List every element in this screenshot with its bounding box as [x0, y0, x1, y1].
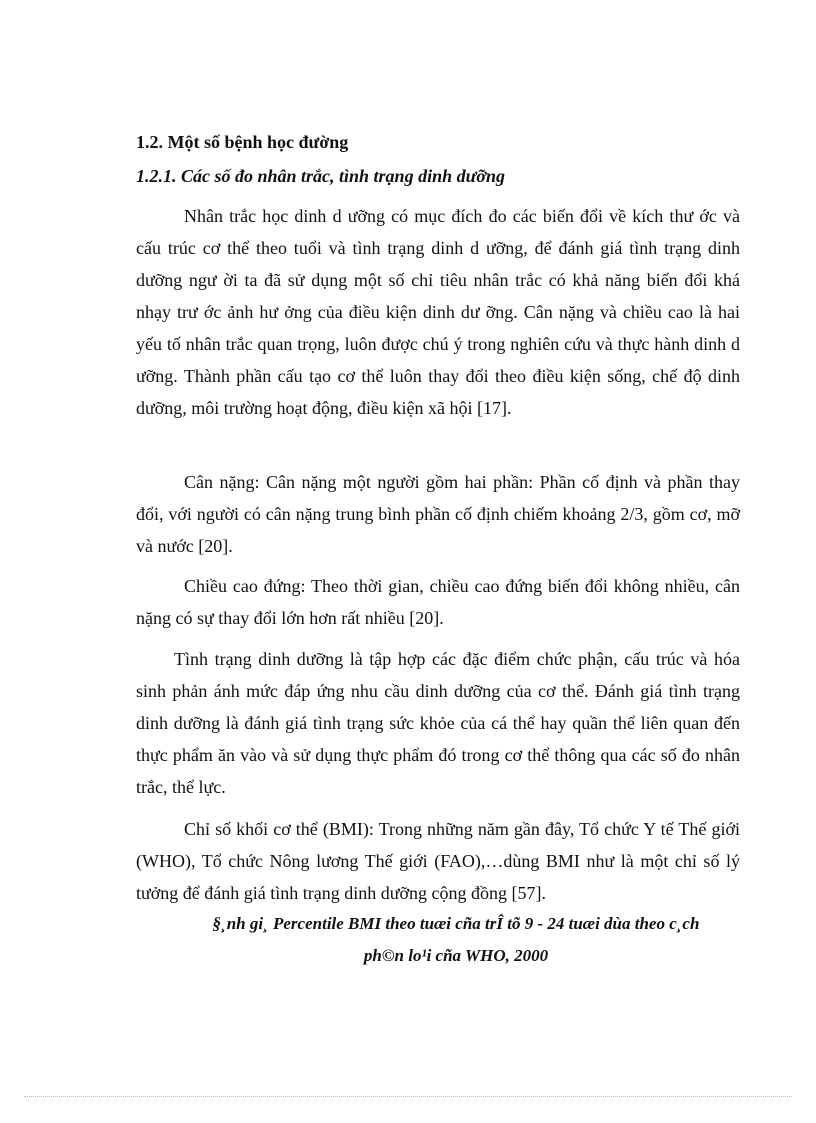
figure-caption-line-2: ph©n lo¹i cña WHO, 2000 — [363, 946, 549, 965]
section-title: 1.2. Một số bệnh học đường — [136, 132, 349, 152]
paragraph-anthropometry: Nhân trắc học dinh d ưỡng có mục đích đo các biến đổi về kích thư ớc và cấu trúc cơ thể theo tuổi và tình trạng dinh d ưỡng, để đánh giá tình trạng dinh dưỡng ngư ời ta đã sử dụng một số chỉ tiêu nhân trắc có khả năng biến đổi khá nhạy trư ớc ảnh hư ởng của điều kiện dinh dư ỡng. Cân nặng và chiều cao là hai yếu tố nhân trắc quan trọng, luôn được chú ý trong nghiên cứu và thực hành dinh d ưỡng. Thành phần cấu tạo cơ thể luôn thay đổi theo điều kiện sống, chế độ dinh dưỡng, môi trường hoạt động, điều kiện xã hội [17]. — [136, 206, 740, 418]
paragraph-weight: Cân nặng: Cân nặng một người gồm hai phần: Phần cố định và phần thay đổi, với người có cân nặng trung bình phần cố định chiếm khoảng 2/3, gồm cơ, mỡ và nước [20]. — [136, 472, 740, 556]
page-bottom-divider — [24, 1096, 792, 1097]
paragraph-bmi: Chỉ số khối cơ thể (BMI): Trong những năm gần đây, Tổ chức Y tế Thế giới (WHO), Tổ chức Nông lương Thế giới (FAO),…dùng BMI như là một chỉ số lý tưởng để đánh giá tình trạng dinh dưỡng cộng đồng [57]. — [136, 819, 740, 903]
subsection-title: 1.2.1. Các số đo nhân trắc, tình trạng dinh dưỡng — [136, 166, 506, 186]
paragraph-nutrition-status: Tình trạng dinh dưỡng là tập hợp các đặc điểm chức phận, cấu trúc và hóa sinh phản ánh mức đáp ứng nhu cầu dinh dưỡng của cơ thể. Đánh giá tình trạng dinh dưỡng là đánh giá tình trạng sức khỏe của cá thể hay quần thể liên quan đến thực phẩm ăn vào và sử dụng thực phẩm đó trong cơ thể thông qua các số đo nhân trắc, thể lực. — [136, 649, 740, 797]
figure-caption-line-1: §¸nh gi¸ Percentile BMI theo tuæi cña trÎ tõ 9 - 24 tuæi dùa theo c¸ch — [212, 914, 700, 933]
paragraph-height: Chiều cao đứng: Theo thời gian, chiều cao đứng biến đổi không nhiều, cân nặng có sự thay đổi lớn hơn rất nhiều [20]. — [136, 576, 740, 628]
